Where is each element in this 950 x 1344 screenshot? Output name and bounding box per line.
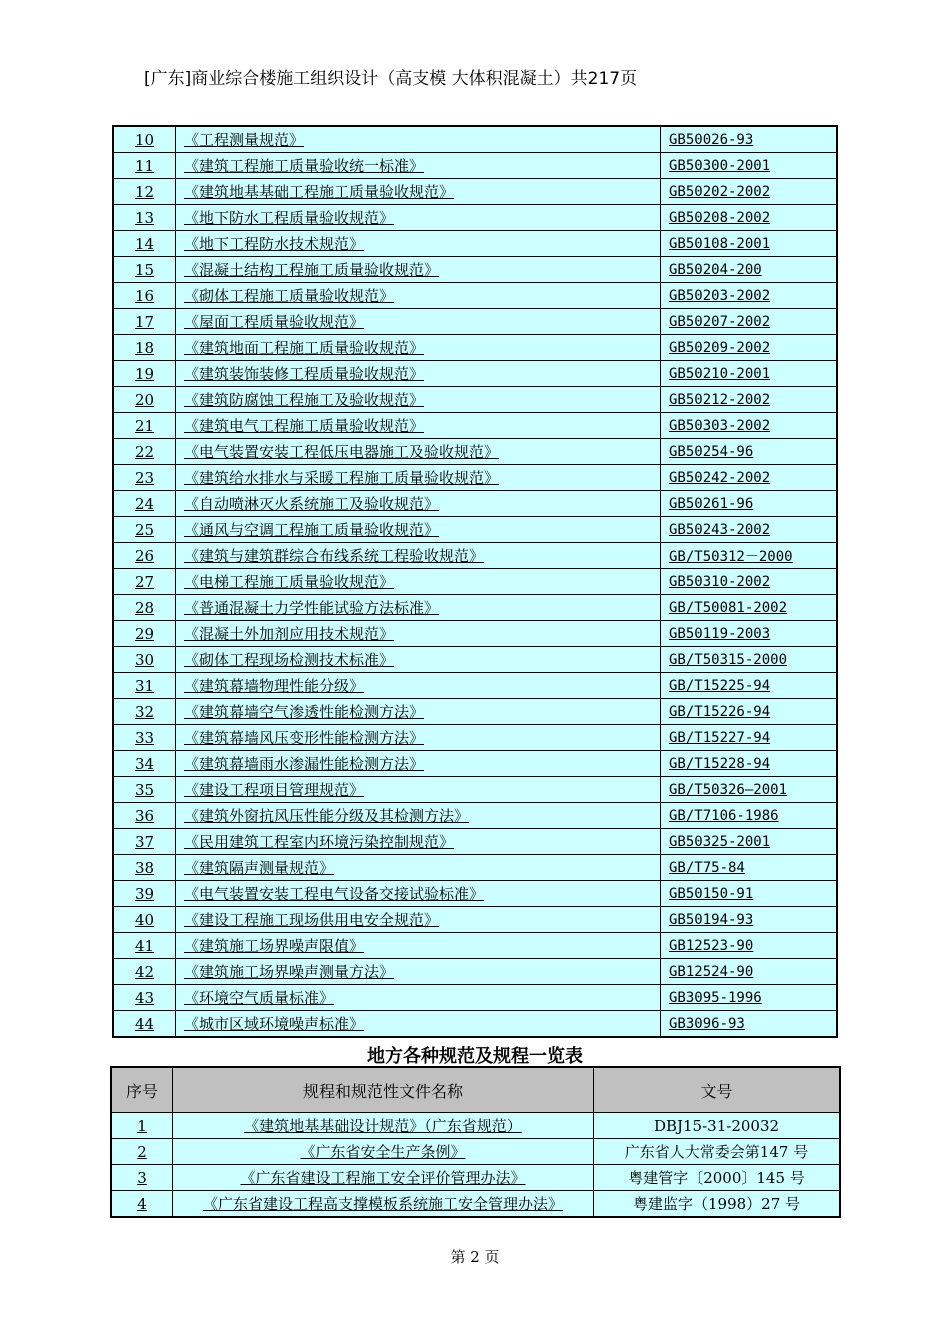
table-row <box>113 283 837 309</box>
row-number: 19 <box>113 361 176 387</box>
standard-code: GB50108-2001 <box>661 231 838 257</box>
standard-name: 《建筑地基基础工程施工质量验收规范》 <box>176 179 661 205</box>
standard-name: 《工程测量规范》 <box>176 126 661 153</box>
table-row <box>113 647 837 673</box>
standard-name: 《民用建筑工程室内环境污染控制规范》 <box>176 829 661 855</box>
standard-name: 《建筑幕墙风压变形性能检测方法》 <box>176 725 661 751</box>
row-number: 1 <box>111 1113 173 1139</box>
standard-name: 《通风与空调工程施工质量验收规范》 <box>176 517 661 543</box>
standard-name: 《建筑幕墙物理性能分级》 <box>176 673 661 699</box>
row-number: 27 <box>113 569 176 595</box>
table-row <box>113 933 837 959</box>
standard-code: GB3095-1996 <box>661 985 838 1011</box>
row-number: 28 <box>113 595 176 621</box>
standard-name: 《建筑给水排水与采暖工程施工质量验收规范》 <box>176 465 661 491</box>
table-row <box>111 1191 840 1218</box>
row-number: 29 <box>113 621 176 647</box>
row-number: 31 <box>113 673 176 699</box>
table-row <box>113 309 837 335</box>
standard-code: GB50303-2002 <box>661 413 838 439</box>
table-row <box>113 595 837 621</box>
row-number: 37 <box>113 829 176 855</box>
row-number: 41 <box>113 933 176 959</box>
column-header-no: 序号 <box>111 1067 173 1113</box>
row-number: 16 <box>113 283 176 309</box>
table-row <box>111 1165 840 1191</box>
standard-name: 《普通混凝土力学性能试验方法标准》 <box>176 595 661 621</box>
standard-code: GB50208-2002 <box>661 205 838 231</box>
table-row <box>113 855 837 881</box>
standard-name: 《建筑施工场界噪声测量方法》 <box>176 959 661 985</box>
standard-name: 《建筑隔声测量规范》 <box>176 855 661 881</box>
table-row <box>113 725 837 751</box>
table-row <box>113 257 837 283</box>
table-row <box>113 126 837 153</box>
row-number: 33 <box>113 725 176 751</box>
table-row <box>113 413 837 439</box>
row-number: 3 <box>111 1165 173 1191</box>
table-row <box>113 907 837 933</box>
table-row <box>113 569 837 595</box>
standard-name: 《砌体工程现场检测技术标准》 <box>176 647 661 673</box>
standard-name: 《电气装置安装工程电气设备交接试验标准》 <box>176 881 661 907</box>
row-number: 10 <box>113 126 176 153</box>
standard-code: GB/T15226-94 <box>661 699 838 725</box>
row-number: 2 <box>111 1139 173 1165</box>
standard-code: GB12524-90 <box>661 959 838 985</box>
standard-code: GB50254-96 <box>661 439 838 465</box>
standard-name: 《建筑与建筑群综合布线系统工程验收规范》 <box>176 543 661 569</box>
row-number: 34 <box>113 751 176 777</box>
standard-code: GB/T15225-94 <box>661 673 838 699</box>
column-header-name: 规程和规范性文件名称 <box>173 1067 594 1113</box>
row-number: 18 <box>113 335 176 361</box>
row-number: 22 <box>113 439 176 465</box>
page-footer: 第 2 页 <box>450 1248 500 1266</box>
standard-name: 《混凝土外加剂应用技术规范》 <box>176 621 661 647</box>
standard-name: 《建筑装饰装修工程质量验收规范》 <box>176 361 661 387</box>
row-number: 4 <box>111 1191 173 1218</box>
table-row <box>113 621 837 647</box>
regulation-name: 《广东省安全生产条例》 <box>173 1139 594 1165</box>
standard-code: GB50150-91 <box>661 881 838 907</box>
standard-code: GB50119-2003 <box>661 621 838 647</box>
local-standards-table <box>110 1066 841 1218</box>
local-standards-title: 地方各种规范及规程一览表 <box>367 1046 583 1067</box>
regulation-name: 《广东省建设工程施工安全评价管理办法》 <box>173 1165 594 1191</box>
regulation-name: 《广东省建设工程高支撑模板系统施工安全管理办法》 <box>173 1191 594 1218</box>
standard-name: 《建筑幕墙雨水渗漏性能检测方法》 <box>176 751 661 777</box>
standard-code: GB/T50312－2000 <box>661 543 838 569</box>
standard-name: 《屋面工程质量验收规范》 <box>176 309 661 335</box>
standard-name: 《城市区域环境噪声标准》 <box>176 1011 661 1038</box>
table-row <box>113 179 837 205</box>
row-number: 44 <box>113 1011 176 1038</box>
column-header-doc: 文号 <box>594 1067 841 1113</box>
table-row <box>113 543 837 569</box>
document-number: 粤建监字（1998）27 号 <box>594 1191 841 1218</box>
table-row <box>113 777 837 803</box>
table-row <box>113 803 837 829</box>
table-row <box>113 699 837 725</box>
standard-code: GB50204-200 <box>661 257 838 283</box>
standard-name: 《地下工程防水技术规范》 <box>176 231 661 257</box>
row-number: 17 <box>113 309 176 335</box>
table-row <box>113 231 837 257</box>
table-row <box>113 205 837 231</box>
table-row <box>113 829 837 855</box>
standard-name: 《环境空气质量标准》 <box>176 985 661 1011</box>
row-number: 36 <box>113 803 176 829</box>
table-row <box>113 985 837 1011</box>
row-number: 39 <box>113 881 176 907</box>
row-number: 35 <box>113 777 176 803</box>
standard-name: 《建筑电气工程施工质量验收规范》 <box>176 413 661 439</box>
table-row <box>113 881 837 907</box>
standard-code: GB3096-93 <box>661 1011 838 1038</box>
table-row <box>113 751 837 777</box>
standard-code: GB50207-2002 <box>661 309 838 335</box>
standard-code: GB/T50315-2000 <box>661 647 838 673</box>
document-number: 粤建管字〔2000〕145 号 <box>594 1165 841 1191</box>
standard-name: 《混凝土结构工程施工质量验收规范》 <box>176 257 661 283</box>
table-row <box>113 517 837 543</box>
local-standards-body <box>111 1113 840 1218</box>
table-row <box>113 465 837 491</box>
standard-code: GB/T7106-1986 <box>661 803 838 829</box>
regulation-name: 《建筑地基基础设计规范》（广东省规范） <box>173 1113 594 1139</box>
row-number: 32 <box>113 699 176 725</box>
standard-name: 《砌体工程施工质量验收规范》 <box>176 283 661 309</box>
standard-name: 《建设工程项目管理规范》 <box>176 777 661 803</box>
row-number: 20 <box>113 387 176 413</box>
local-table-header-row <box>111 1067 840 1113</box>
row-number: 26 <box>113 543 176 569</box>
standard-code: GB50325-2001 <box>661 829 838 855</box>
table-row <box>111 1113 840 1139</box>
row-number: 14 <box>113 231 176 257</box>
table-row <box>113 491 837 517</box>
standard-name: 《建筑外窗抗风压性能分级及其检测方法》 <box>176 803 661 829</box>
row-number: 21 <box>113 413 176 439</box>
row-number: 38 <box>113 855 176 881</box>
row-number: 23 <box>113 465 176 491</box>
national-standards-body <box>113 126 837 1037</box>
standard-name: 《电梯工程施工质量验收规范》 <box>176 569 661 595</box>
standard-code: GB/T15227-94 <box>661 725 838 751</box>
table-row <box>113 387 837 413</box>
standard-name: 《自动喷淋灭火系统施工及验收规范》 <box>176 491 661 517</box>
standard-code: GB50026-93 <box>661 126 838 153</box>
standard-code: GB50310-2002 <box>661 569 838 595</box>
standard-name: 《电气装置安装工程低压电器施工及验收规范》 <box>176 439 661 465</box>
row-number: 12 <box>113 179 176 205</box>
row-number: 40 <box>113 907 176 933</box>
row-number: 42 <box>113 959 176 985</box>
standard-code: GB50212-2002 <box>661 387 838 413</box>
standard-code: GB/T15228-94 <box>661 751 838 777</box>
standard-code: GB50300-2001 <box>661 153 838 179</box>
standard-code: GB50209-2002 <box>661 335 838 361</box>
standard-code: GB/T50326—2001 <box>661 777 838 803</box>
document-number: DBJ15-31-20032 <box>594 1113 841 1139</box>
standard-code: GB50243-2002 <box>661 517 838 543</box>
table-row <box>111 1139 840 1165</box>
row-number: 30 <box>113 647 176 673</box>
row-number: 13 <box>113 205 176 231</box>
national-standards-table <box>112 125 838 1038</box>
standard-name: 《建筑施工场界噪声限值》 <box>176 933 661 959</box>
row-number: 24 <box>113 491 176 517</box>
standard-code: GB50194-93 <box>661 907 838 933</box>
standard-name: 《地下防水工程质量验收规范》 <box>176 205 661 231</box>
standard-code: GB/T75-84 <box>661 855 838 881</box>
standard-code: GB/T50081-2002 <box>661 595 838 621</box>
table-row <box>113 153 837 179</box>
row-number: 11 <box>113 153 176 179</box>
table-row <box>113 959 837 985</box>
table-row <box>113 673 837 699</box>
standard-code: GB12523-90 <box>661 933 838 959</box>
table-row <box>113 439 837 465</box>
row-number: 25 <box>113 517 176 543</box>
document-number: 广东省人大常委会第147 号 <box>594 1139 841 1165</box>
standard-code: GB50210-2001 <box>661 361 838 387</box>
standard-code: GB50261-96 <box>661 491 838 517</box>
row-number: 43 <box>113 985 176 1011</box>
standard-name: 《建设工程施工现场供用电安全规范》 <box>176 907 661 933</box>
table-row <box>113 335 837 361</box>
standard-name: 《建筑工程施工质量验收统一标准》 <box>176 153 661 179</box>
standard-code: GB50203-2002 <box>661 283 838 309</box>
standard-code: GB50202-2002 <box>661 179 838 205</box>
standard-name: 《建筑防腐蚀工程施工及验收规范》 <box>176 387 661 413</box>
standard-name: 《建筑地面工程施工质量验收规范》 <box>176 335 661 361</box>
table-row <box>113 361 837 387</box>
table-row <box>113 1011 837 1038</box>
row-number: 15 <box>113 257 176 283</box>
page-header: [广东]商业综合楼施工组织设计（高支模 大体积混凝土）共217页 <box>144 69 638 89</box>
standard-name: 《建筑幕墙空气渗透性能检测方法》 <box>176 699 661 725</box>
standard-code: GB50242-2002 <box>661 465 838 491</box>
